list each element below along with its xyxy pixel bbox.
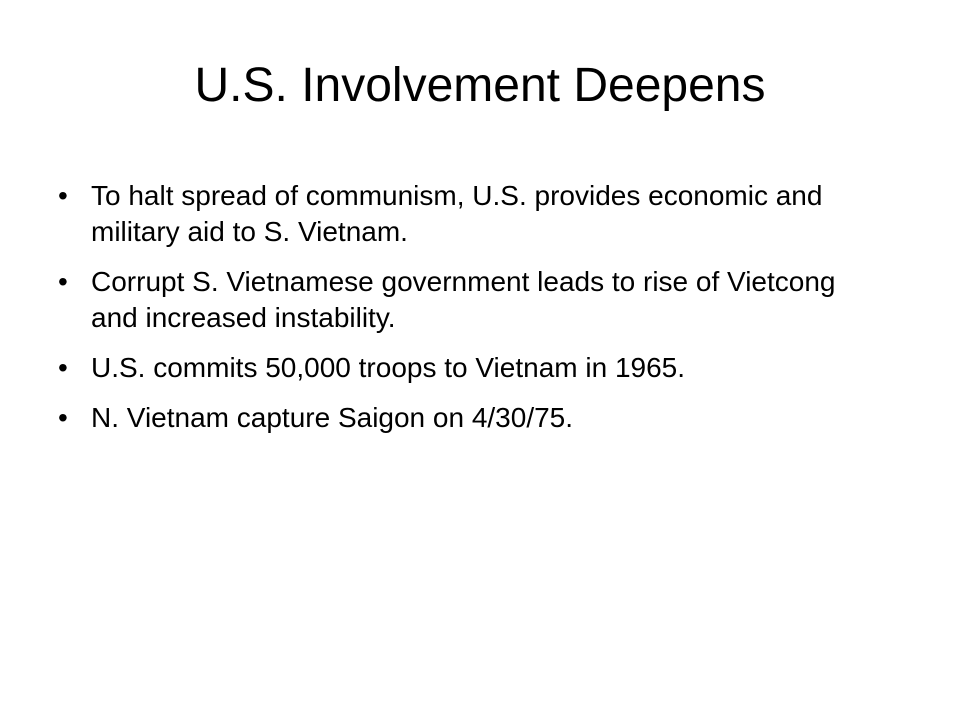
bullet-dot-icon: •: [58, 180, 68, 211]
bullet-item: [58, 264, 888, 336]
bullet-text: Corrupt S. Vietnamese government leads to rise of Vietcong and increased instability.: [91, 266, 836, 333]
bullet-item: [58, 400, 888, 436]
bullet-item: [58, 178, 888, 250]
bullet-item: [58, 350, 888, 386]
slide-title: U.S. Involvement Deepens: [194, 59, 766, 112]
bullet-text: U.S. commits 50,000 troops to Vietnam in 1965.: [91, 352, 686, 383]
bullet-dot-icon: •: [58, 266, 68, 297]
bullet-dot-icon: •: [58, 352, 68, 383]
bullet-list: [58, 178, 888, 450]
bullet-dot-icon: •: [58, 402, 68, 433]
bullet-text: N. Vietnam capture Saigon on 4/30/75.: [91, 402, 574, 433]
bullet-text: To halt spread of communism, U.S. provides economic and military aid to S. Vietnam.: [91, 180, 823, 247]
